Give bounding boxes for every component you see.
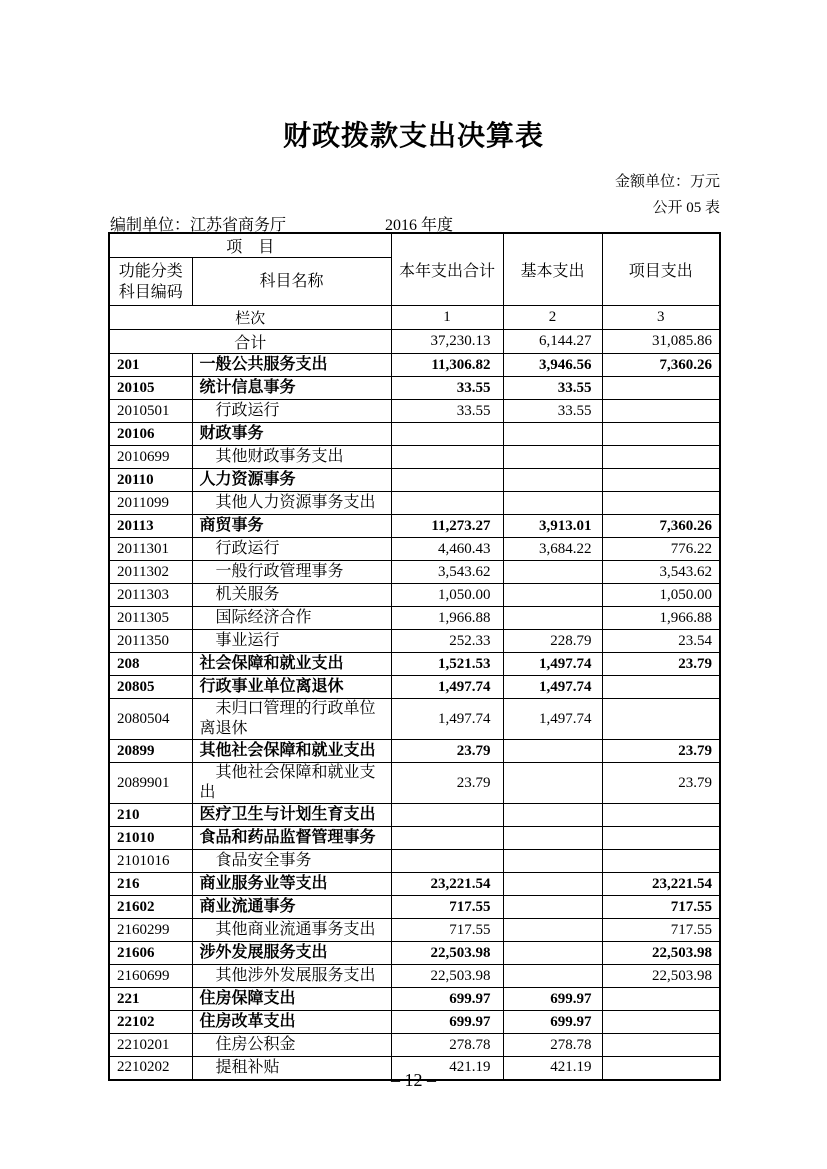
table-row <box>109 676 720 699</box>
row-basic-expense: 33.55 <box>503 377 602 400</box>
row-project-expense: 717.55 <box>602 919 720 942</box>
row-basic-expense <box>503 561 602 584</box>
row-project-expense <box>602 676 720 699</box>
row-this-year-total <box>391 827 503 850</box>
row-code: 221 <box>109 988 192 1011</box>
row-subject-name: 提租补贴 <box>192 1057 391 1080</box>
row-this-year-total: 23.79 <box>391 763 503 804</box>
row-project-expense: 1,966.88 <box>602 607 720 630</box>
row-code: 2011099 <box>109 492 192 515</box>
row-subject-name: 财政事务 <box>192 423 391 446</box>
row-project-expense: 3,543.62 <box>602 561 720 584</box>
row-this-year-total: 33.55 <box>391 400 503 423</box>
row-subject-name: 其他财政事务支出 <box>192 446 391 469</box>
row-code: 21602 <box>109 896 192 919</box>
row-code: 21606 <box>109 942 192 965</box>
row-basic-expense <box>503 804 602 827</box>
row-code: 2010699 <box>109 446 192 469</box>
row-subject-name: 其他商业流通事务支出 <box>192 919 391 942</box>
header-row-item <box>109 233 720 258</box>
row-code: 201 <box>109 354 192 377</box>
table-row <box>109 653 720 676</box>
row-project-expense: 7,360.26 <box>602 515 720 538</box>
table-row <box>109 919 720 942</box>
row-this-year-total: 1,050.00 <box>391 584 503 607</box>
row-this-year-total: 699.97 <box>391 1011 503 1034</box>
total-label: 合计 <box>109 330 391 354</box>
row-basic-expense <box>503 919 602 942</box>
row-project-expense <box>602 850 720 873</box>
row-this-year-total: 1,966.88 <box>391 607 503 630</box>
row-subject-name: 其他涉外发展服务支出 <box>192 965 391 988</box>
row-subject-name: 其他人力资源事务支出 <box>192 492 391 515</box>
row-this-year-total <box>391 446 503 469</box>
row-code: 210 <box>109 804 192 827</box>
header-code-line1: 功能分类 <box>118 262 183 280</box>
table-row <box>109 492 720 515</box>
row-this-year-total <box>391 423 503 446</box>
row-basic-expense <box>503 827 602 850</box>
row-this-year-total: 1,521.53 <box>391 653 503 676</box>
row-subject-name: 涉外发展服务支出 <box>192 942 391 965</box>
table-row <box>109 699 720 740</box>
table-row <box>109 827 720 850</box>
row-subject-name: 事业运行 <box>192 630 391 653</box>
row-basic-expense <box>503 446 602 469</box>
row-subject-name: 住房保障支出 <box>192 988 391 1011</box>
row-project-expense: 23.79 <box>602 740 720 763</box>
row-this-year-total: 11,273.27 <box>391 515 503 538</box>
row-project-expense: 23.79 <box>602 763 720 804</box>
row-project-expense <box>602 1034 720 1057</box>
row-this-year-total <box>391 804 503 827</box>
row-project-expense: 776.22 <box>602 538 720 561</box>
row-subject-name: 社会保障和就业支出 <box>192 653 391 676</box>
table-row <box>109 561 720 584</box>
page-number: – 12 – <box>391 1070 436 1090</box>
header-code-line2: 科目编码 <box>118 283 183 301</box>
row-subject-name: 商业流通事务 <box>192 896 391 919</box>
row-project-expense <box>602 699 720 740</box>
row-subject-name: 医疗卫生与计划生育支出 <box>192 804 391 827</box>
row-subject-name: 其他社会保障和就业支出 <box>192 740 391 763</box>
amount-unit-note: 金额单位：万元 <box>614 174 720 190</box>
row-code: 2011305 <box>109 607 192 630</box>
row-project-expense: 22,503.98 <box>602 942 720 965</box>
row-code: 20110 <box>109 469 192 492</box>
row-code: 20106 <box>109 423 192 446</box>
header-col-basic: 基本支出 <box>503 233 602 306</box>
row-basic-expense <box>503 873 602 896</box>
row-this-year-total: 22,503.98 <box>391 942 503 965</box>
row-subject-name: 住房公积金 <box>192 1034 391 1057</box>
row-project-expense <box>602 423 720 446</box>
row-subject-name: 商业服务业等支出 <box>192 873 391 896</box>
row-code: 2011350 <box>109 630 192 653</box>
row-basic-expense <box>503 740 602 763</box>
row-this-year-total: 252.33 <box>391 630 503 653</box>
row-this-year-total <box>391 469 503 492</box>
header-row-index <box>109 306 720 330</box>
row-code: 20113 <box>109 515 192 538</box>
row-project-expense: 23,221.54 <box>602 873 720 896</box>
row-subject-name: 商贸事务 <box>192 515 391 538</box>
table-row <box>109 400 720 423</box>
row-project-expense <box>602 804 720 827</box>
row-basic-expense: 699.97 <box>503 1011 602 1034</box>
row-subject-name: 行政运行 <box>192 538 391 561</box>
row-code: 2160299 <box>109 919 192 942</box>
row-this-year-total: 278.78 <box>391 1034 503 1057</box>
row-basic-expense <box>503 942 602 965</box>
header-col-project: 项目支出 <box>602 233 720 306</box>
row-this-year-total: 1,497.74 <box>391 699 503 740</box>
header-row-index-label: 栏次 <box>109 306 391 330</box>
row-code: 2011301 <box>109 538 192 561</box>
table-row <box>109 942 720 965</box>
row-basic-expense: 1,497.74 <box>503 676 602 699</box>
row-project-expense <box>602 469 720 492</box>
table-row <box>109 630 720 653</box>
row-subject-name: 机关服务 <box>192 584 391 607</box>
row-this-year-total: 11,306.82 <box>391 354 503 377</box>
row-this-year-total: 3,543.62 <box>391 561 503 584</box>
row-this-year-total: 22,503.98 <box>391 965 503 988</box>
table-body <box>109 330 720 1080</box>
row-basic-expense: 1,497.74 <box>503 699 602 740</box>
row-basic-expense: 421.19 <box>503 1057 602 1080</box>
table-row <box>109 988 720 1011</box>
row-code: 2011302 <box>109 561 192 584</box>
row-this-year-total: 421.19 <box>391 1057 503 1080</box>
header-col-index-2: 2 <box>503 306 602 330</box>
row-subject-name: 未归口管理的行政单位离退休 <box>192 699 391 740</box>
row-project-expense: 717.55 <box>602 896 720 919</box>
total-row <box>109 330 720 354</box>
row-subject-name: 一般行政管理事务 <box>192 561 391 584</box>
row-this-year-total: 33.55 <box>391 377 503 400</box>
row-project-expense: 1,050.00 <box>602 584 720 607</box>
header-item-group: 项 目 <box>109 233 391 258</box>
expenditure-table <box>108 232 721 1081</box>
page-title: 财政拨款支出决算表 <box>282 120 544 151</box>
row-code: 2010501 <box>109 400 192 423</box>
table-row <box>109 607 720 630</box>
total-basic: 6,144.27 <box>503 330 602 354</box>
row-subject-name: 食品安全事务 <box>192 850 391 873</box>
row-this-year-total: 699.97 <box>391 988 503 1011</box>
row-project-expense <box>602 827 720 850</box>
row-code: 2210201 <box>109 1034 192 1057</box>
total-this-year: 37,230.13 <box>391 330 503 354</box>
row-basic-expense <box>503 896 602 919</box>
table-header <box>109 233 720 330</box>
row-project-expense: 23.79 <box>602 653 720 676</box>
header-col-total: 本年支出合计 <box>391 233 503 306</box>
prepared-by-label: 编制单位：江苏省商务厅 <box>110 217 287 234</box>
table-row <box>109 1011 720 1034</box>
row-basic-expense <box>503 492 602 515</box>
row-code: 2080504 <box>109 699 192 740</box>
row-code: 208 <box>109 653 192 676</box>
row-subject-name: 行政运行 <box>192 400 391 423</box>
row-basic-expense: 228.79 <box>503 630 602 653</box>
row-code: 2011303 <box>109 584 192 607</box>
sheet-number-note: 公开 05 表 <box>652 200 720 216</box>
row-subject-name: 统计信息事务 <box>192 377 391 400</box>
row-project-expense <box>602 446 720 469</box>
row-basic-expense <box>503 850 602 873</box>
table-row <box>109 763 720 804</box>
row-code: 20105 <box>109 377 192 400</box>
table-row <box>109 965 720 988</box>
row-project-expense <box>602 988 720 1011</box>
table-row <box>109 446 720 469</box>
row-project-expense <box>602 400 720 423</box>
row-this-year-total: 717.55 <box>391 896 503 919</box>
table-row <box>109 377 720 400</box>
row-basic-expense <box>503 584 602 607</box>
row-project-expense <box>602 1011 720 1034</box>
table-row <box>109 423 720 446</box>
table-row <box>109 469 720 492</box>
header-code <box>109 258 192 306</box>
row-code: 216 <box>109 873 192 896</box>
row-project-expense: 23.54 <box>602 630 720 653</box>
row-this-year-total: 23.79 <box>391 740 503 763</box>
row-basic-expense: 699.97 <box>503 988 602 1011</box>
row-this-year-total: 4,460.43 <box>391 538 503 561</box>
table-row <box>109 584 720 607</box>
row-subject-name: 人力资源事务 <box>192 469 391 492</box>
row-code: 2210202 <box>109 1057 192 1080</box>
row-code: 2089901 <box>109 763 192 804</box>
row-this-year-total <box>391 492 503 515</box>
table-row <box>109 804 720 827</box>
table-row <box>109 896 720 919</box>
row-this-year-total <box>391 850 503 873</box>
row-code: 20899 <box>109 740 192 763</box>
row-subject-name: 食品和药品监督管理事务 <box>192 827 391 850</box>
row-basic-expense: 3,946.56 <box>503 354 602 377</box>
table-row <box>109 354 720 377</box>
row-code: 2101016 <box>109 850 192 873</box>
row-basic-expense <box>503 423 602 446</box>
row-subject-name: 行政事业单位离退休 <box>192 676 391 699</box>
header-col-index-1: 1 <box>391 306 503 330</box>
row-basic-expense: 33.55 <box>503 400 602 423</box>
row-subject-name: 国际经济合作 <box>192 607 391 630</box>
table-row <box>109 873 720 896</box>
row-subject-name: 其他社会保障和就业支出 <box>192 763 391 804</box>
table-row <box>109 740 720 763</box>
row-subject-name: 住房改革支出 <box>192 1011 391 1034</box>
row-code: 2160699 <box>109 965 192 988</box>
row-this-year-total: 23,221.54 <box>391 873 503 896</box>
row-project-expense: 22,503.98 <box>602 965 720 988</box>
table-row <box>109 515 720 538</box>
row-this-year-total: 1,497.74 <box>391 676 503 699</box>
header-col-index-3: 3 <box>602 306 720 330</box>
fiscal-year-label: 2016 年度 <box>385 217 454 234</box>
header-subject-name: 科目名称 <box>192 258 391 306</box>
row-basic-expense: 1,497.74 <box>503 653 602 676</box>
table-row <box>109 1034 720 1057</box>
row-project-expense: 7,360.26 <box>602 354 720 377</box>
row-code: 20805 <box>109 676 192 699</box>
row-basic-expense: 3,913.01 <box>503 515 602 538</box>
row-basic-expense: 3,684.22 <box>503 538 602 561</box>
row-basic-expense <box>503 965 602 988</box>
table-row <box>109 538 720 561</box>
row-code: 22102 <box>109 1011 192 1034</box>
row-subject-name: 一般公共服务支出 <box>192 354 391 377</box>
row-this-year-total: 717.55 <box>391 919 503 942</box>
table-row <box>109 850 720 873</box>
total-project: 31,085.86 <box>602 330 720 354</box>
row-code: 21010 <box>109 827 192 850</box>
row-basic-expense: 278.78 <box>503 1034 602 1057</box>
row-project-expense <box>602 492 720 515</box>
row-basic-expense <box>503 607 602 630</box>
row-basic-expense <box>503 763 602 804</box>
row-basic-expense <box>503 469 602 492</box>
row-project-expense <box>602 377 720 400</box>
